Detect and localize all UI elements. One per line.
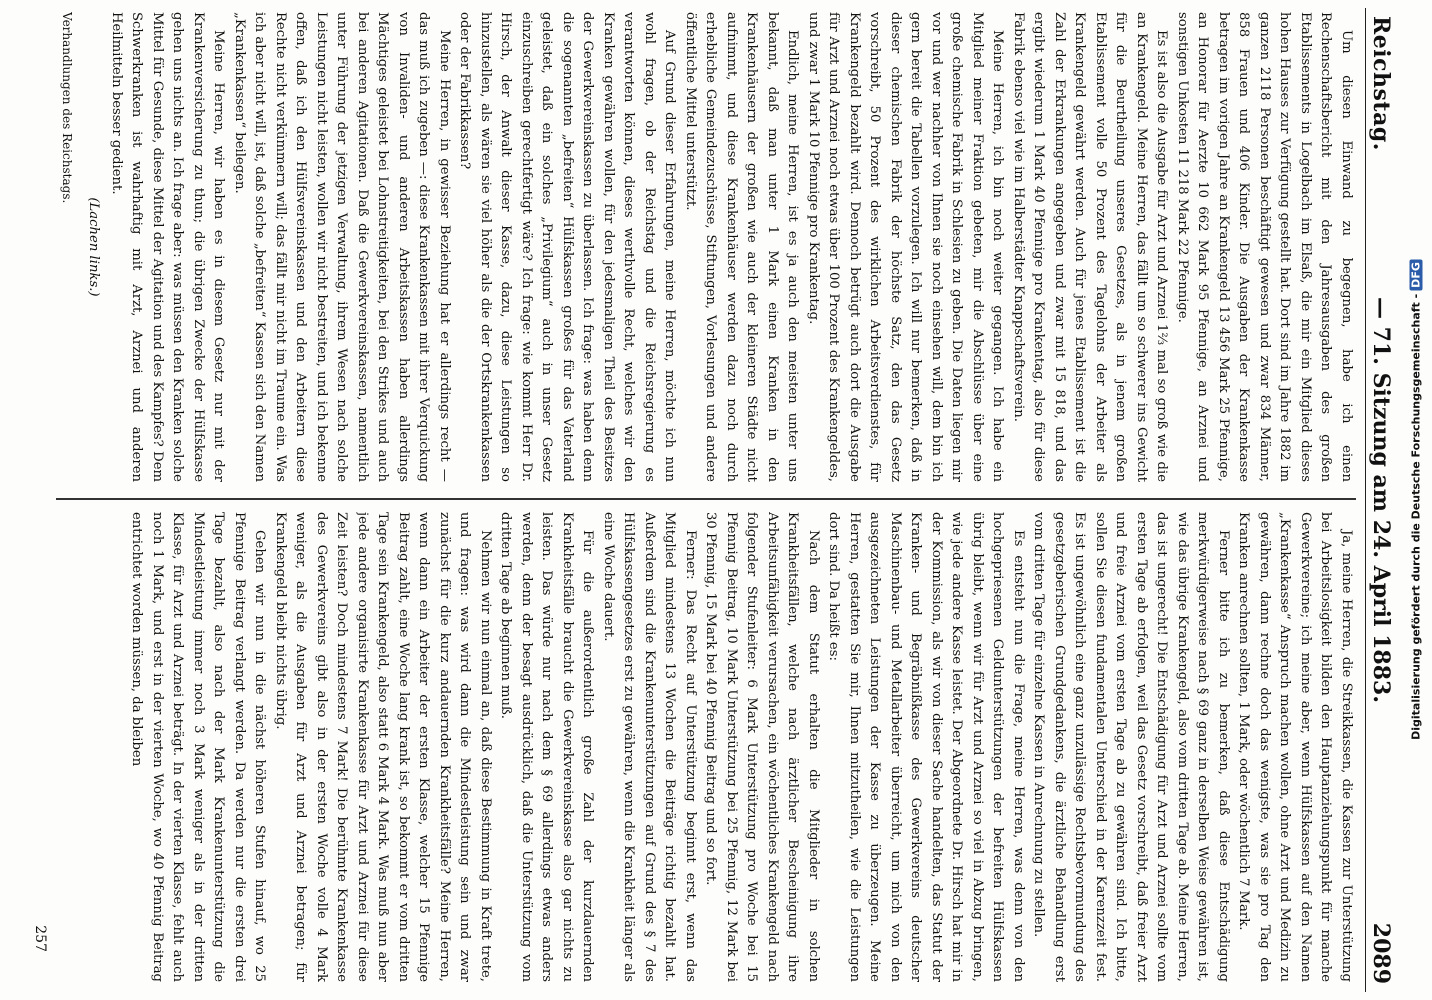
dfg-funding-note [1410,120,1423,880]
paragraph: Meine Herren, in gewisser Beziehung hat er allerdings recht — das muß ich zugeben —: diese Krankenkassen mit ihrer Verquickung von Invaliden- und anderen Arbeitskassen haben allerdings Mächtiges geleistet bei Lohnstreitigkeiten, bei den Strikes und auch bei anderen Agitationen. Daß die Gewerkvereinskassen, namentlich unter Führung der jetzigen Verwaltung, ihrem Wesen nach solche Leistungen nicht leisten, wollen wir nicht bestreiten, und ich bekenne offen, daß ich den Hülfsvereinskassen und den Arbeitern diese Rechte nicht verkümmern will; das fällt mir nicht im Traume ein. Was ich aber nicht will, ist, daß solche „befreiten“ Kassen sich den Namen „Krankenkassen“ beilegen. [232,12,452,482]
dfg-note-text: Digitalisierung gefördert durch die Deutsche Forschungsgemeinschaft - [1409,293,1423,740]
paragraph: Meine Herren, ich bin noch weiter gegangen. Ich habe ein Mitglied meiner Fraktion gebeten, mir die Abschlüsse über eine große chemische Fabrik in Schlesien zu geben. Die Daten liegen mir vor und wer nachher von Ihnen sie noch einsehen will, dem bin ich gern bereit die Tabellen vorzulegen. Ich will nur bemerken, daß in dieser chemischen Fabrik der höchste Satz, den das Gesetz vorschreibt, 50 Prozent des wirklichen Arbeitsverdienstes, für Krankengeld bezahlt wird. Dennoch betrügt auch dort die Ausgabe für Arzt und Arznei noch etwas über 100 Prozent des Krankengeldes, und zwar 1 Mark 10 Pfennige pro Krankentag. [806,12,1006,482]
paragraph: Nach dem Statut erhalten die Mitglieder in solchen Krankheitsfällen, welche nach ärztlicher Bescheinigung ihre Arbeitsunfähigkeit verursachen, ein wöchentliches Krankengeld nach folgender Stufenleiter: 6 Mark Unterstützung pro Woche bei 15 Pfennig Beitrag, 10 Mark Unterstützung bei 25 Pfennig, 12 Mark bei 30 Pfennig, 15 Mark bei 40 Pfennig Beitrag und so fort. [703,512,821,982]
dfg-logo: DFG [1410,259,1423,291]
header-left: Reichstag. [1368,16,1394,151]
paragraph: Ferner bitte ich zu bemerken, daß diese Entschädigung merkwürdigerweise nach § 69 ganz in derselben Weise gewähren ist, wie das übrige Krankengeld, also vom dritten Tage ab. Meine Herren, das ist ungerecht! Die Entschädigung für Arzt und Arznei sollte vom ersten Tage ab erfolgen, weil das Gesetz vorschreibt, daß freier Arzt und freie Arznei vom ersten Tage ab zu gewähren sind. Ich bitte, sollen Sie diesen fundamentalen Unterschied in der Karenzzeit fest. Es ist ungewöhnlich eine ganz unzulässige Rechtsbevormundung des gesetzgeberischen Grundgedankens, die ärztliche Behandlung erst vom dritten Tage für einzelne Kassen in Anrechnung zu stellen. [1031,512,1231,982]
left-column [56,12,1356,482]
column-divider [56,498,1356,500]
document-page [30,8,1402,992]
header-title: — 71. Sitzung am 24. April 1883. [1368,297,1394,703]
sheet-number: 257 [32,925,48,952]
paragraph: Für die außerordentlich große Zahl der kurzdauernden Krankheitsfälle braucht die Gewerkvereinskasse also gar nichts zu leisten. Das würde nur nach dem § 69 allerdings etwas anders werden, denn der besagt ausdrücklich, daß die Unterstützung vom dritten Tage ab beginnen muß. [498,512,596,982]
paragraph: Endlich, meine Herren, ist es ja auch den meisten unter uns bekannt, daß man unter 1 Mark einen Kranken in den Krankenhäusern der großen wie auch der kleineren Städte nicht aufnimmt, und diese Krankenhäuser werden dazu noch durch erhebliche Gemeindezuschüsse, Stiftungen, Vorlesungen und andere öffentliche Mittel unterstützt. [683,12,801,482]
paragraph: Auf Grund dieser Erfahrungen, meine Herren, möchte ich nun wohl fragen, ob der Reichstag und die Reichsregierung es verantworten können, dieses werthvolle Recht, welches wir den Kranken gewähren wollen, für den jedesmaligen Theil des Besitzes der Gewerkvereinskassen zu überlassen. Ich frage: was haben denn die sogenannten „befreiten“ Hülfskassen großes für das Vaterland geleistet, daß ein solches „Privilegium“ auch in unser Gesetz einzuschreiben gerechtfertigt wäre? Ich frage: wie kommt Herr Dr. Hirsch, der Anwalt dieser Kasse, dazu, diese Leistungen so hinzustellen, als wären sie viel höher als die der Ortskrankenkassen oder der Fabrikkassen? [457,12,678,482]
paragraph: Es ist also die Ausgabe für Arzt und Arznei 1⅔ mal so groß wie die an Krankengeld. Meine Herren, das fällt um so schwerer ins Gewicht für die Beurtheilung unseres Gesetzes, als in jenem großen Etablissement volle 50 Prozent des Tagelohns der Arbeiter als Krankengeld gewährt werden. Auch für jenes Etablissement ist die Zahl der Erkrankungen angegeben und zwar mit 15 818, und das ergibt wiederum 1 Mark 40 Pfennige pro Krankentag, also für diese Fabrik ebenso viel wie im Halberstädter Knappschaftsverein. [1011,12,1170,482]
paragraph: Es entsteht nun die Frage, meine Herren, was denn von den hochgepriesenen Geldunterstützungen der befreiten Hülfskassen übrig bleibt, wenn wir für Arzt und Arznei so viel in Abzug bringen, wie jede andere Kasse leistet. Der Abgeordnete Dr. Hirsch hat mir in der Kommission, als wir von dieser Sache handelten, das Statut der Kranken- und Begräbnißkasse des Gewerkvereins deutscher Maschinenbau- und Metallarbeiter überreicht, um mich von den ausgezeichneten Leistungen der Kasse zu überzeugen. Meine Herren, gestatten Sie mir, Ihnen mitzutheilen, wie die Leistungen dort sind. Da heißt es: [826,512,1026,982]
right-column [56,512,1356,982]
page-header [1365,8,1402,992]
paragraph: Meine Herren, wir haben es in diesem Gesetz nur mit der Krankenversicherung zu thun; die übrigen Zwecke der Hülfskasse gehen uns nichts an. Ich frage aber: was müssen den Kranken solche Mittel für Gesunde, diese Mittel der Agitation und des Kampfes? Dem Schwerkranken ist wahrhaftig mit Arzt, Arznei und anderen Heilmitteln besser gedient. [109,12,227,482]
footer-signature: Verhandlungen des Reichstags. [60,12,74,204]
laughter-note: (Lachen links.) [86,197,102,297]
paragraph: Ja, meine Herren, die Streikkassen, die Kassen zur Unterstützung bei Arbeitslosigkeit bilden den Hauptanziehungspunkt für manche Gewerkvereine; ich meine aber, wenn Hülfskassen auf den Namen „Krankenkasse“ Anspruch machen wollen, ohne Arzt und Medizin zu gewähren, dann rechne doch das wenigste, was sie pro Tag den Kranken anrechnen sollten, 1 Mark, oder wöchentlich 7 Mark. [1236,512,1354,982]
paragraph: Um diesen Einwand zu begegnen, habe ich einen Rechenschaftsbericht mit den Jahresausgaben des großen Etablissements in Logelbach im Elsaß, die mir ein Mitglied dieses hohen Hauses zur Verfügung gestellt hat. Dort sind im Jahre 1882 im ganzen 2118 Personen beschäftigt gewesen und zwar 834 Männer, 858 Frauen und 406 Kinder. Die Ausgaben der Krankenkasse betragen im vorigen Jahre an Krankengeld 13 456 Mark 25 Pfennige, an Honorar für Aerzte 10 662 Mark 95 Pfennige, an Arznei und sonstigen Unkosten 11 218 Mark 22 Pfennige. [1175,12,1354,482]
page-number: 2089 [1368,922,1394,984]
paragraph: Ferner: Das Recht auf Unterstützung beginnt erst, wenn das Mitglied mindestens 13 Wochen die Beiträge richtig bezahlt hat. Außerdem sind die Krankenunterstützungen auf Grund des § 7 des Hülfskassengesetzes erst zu gewähren, wenn die Krankheit länger als eine Woche dauert. [601,512,698,982]
paragraph: Nehmen wir nun einmal an, daß diese Bestimmung in Kraft trete, und fragen: was wird dann die Mindestleistung sein und zwar zunächst für die kurz andauernden Krankheitsfälle? Meine Herren, wenn dann ein Arbeiter der ersten Klasse, welcher 15 Pfennige Beitrag zahlt, eine Woche lang krank ist, so bekommt er vom dritten Tage sein Krankengeld, also statt 6 Mark 4 Mark. Was muß nun aber jede andere organisirte Krankenkasse für Arzt und Arznei für diese Zeit leisten? Doch mindestens 7 Mark! Die berühmte Krankenkasse des Gewerkvereins gibt also in der ersten Woche volle 4 Mark weniger, als die Ausgaben für Arzt und Arznei betragen; für Krankengeld bleibt nichts übrig. [273,512,493,982]
paragraph: Gehen wir nun in die nächst höheren Stufen hinauf, wo 25 Pfennige Beitrag verlangt werden. Da werden nur die ersten drei Tage bezahlt, also nach der Mark Krankenunterstützung die Mindestleistung immer noch 3 Mark weniger als in der dritten Klasse, für Arzt und Arznei beträgt. In der vierten Klasse, fehlt auch noch 1 Mark, und erst in der vierten Woche, wo 40 Pfennig Beitrag entrichtet worden müssen, da bleiben [129,512,268,982]
